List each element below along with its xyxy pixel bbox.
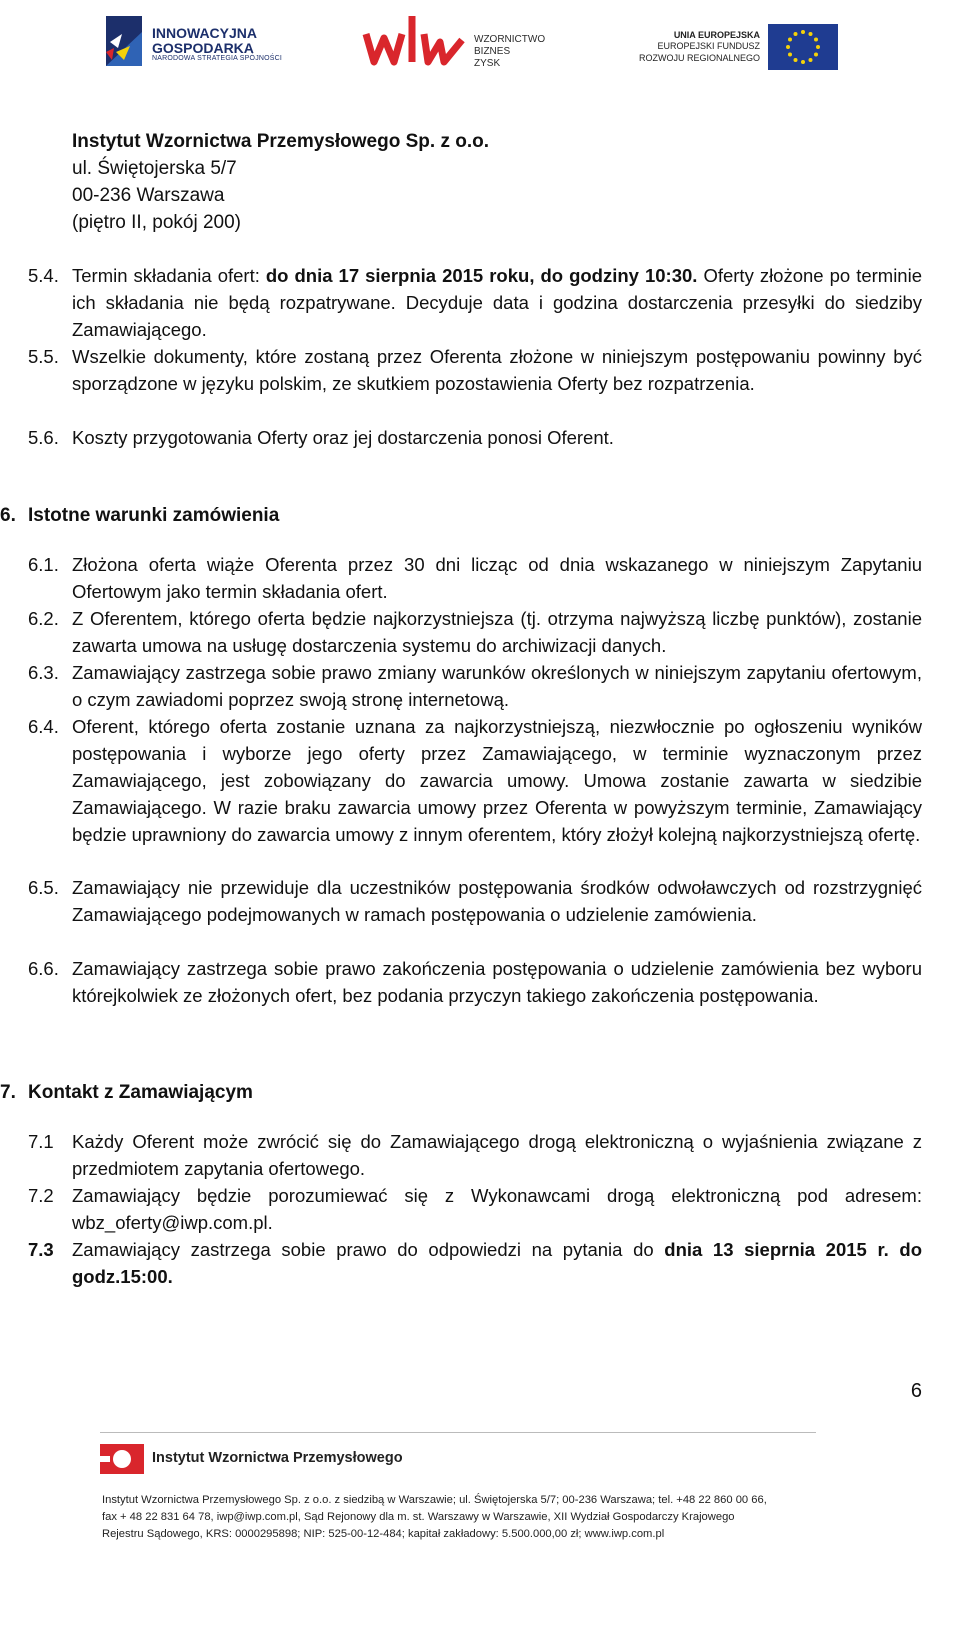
ig-flag-icon: [100, 12, 148, 70]
clause-7-2: [28, 1182, 922, 1236]
clause-number: 5.4.: [28, 265, 59, 286]
wbz-line3: ZYSK: [474, 58, 501, 69]
address-city: 00-236 Warszawa: [72, 185, 225, 206]
section-number: 6.: [0, 505, 16, 526]
clause-text: Wszelkie dokumenty, które zostaną przez Oferenta złożone w niniejszym postępowaniu powinny być sporządzone w języku polskim, ze skutkiem pozostawienia Oferty bez rozpatrzenia.: [72, 346, 922, 394]
clause-text: Zamawiający zastrzega sobie prawo zakończenia postępowania o udzielenie zamówienia bez wyboru którejkolwiek ze złożonych ofert, bez podania przyczyn takiego zakończenia postępowania.: [72, 958, 922, 1006]
ig-line1: INNOWACYJNA: [152, 25, 258, 41]
ue-line1: UNIA EUROPEJSKA: [673, 30, 760, 40]
ig-line2: GOSPODARKA: [152, 39, 254, 56]
clause-text: Każdy Oferent może zwrócić się do Zamawiającego drogą elektroniczną o wyjaśnienia związane z przedmiotem zapytania ofertowego.: [72, 1131, 922, 1179]
address-company: Instytut Wzornictwa Przemysłowego Sp. z o.o.: [72, 131, 489, 152]
iwp-logo-text: Instytut Wzornictwa Przemysłowego: [152, 1450, 403, 1466]
clause-text: Koszty przygotowania Oferty oraz jej dostarczenia ponosi Oferent.: [72, 427, 614, 448]
page-number: 6: [910, 1380, 922, 1402]
footer-line1: Instytut Wzornictwa Przemysłowego Sp. z o.o. z siedzibą w Warszawie; ul. Świętojerska 5/7; 00-236 Warszawa; tel. +48 22 860 00 66,: [102, 1494, 767, 1506]
wbz-line2: BIZNES: [474, 46, 511, 57]
clause-text: Z Oferentem, którego oferta będzie najkorzystniejsza (tj. otrzyma najwyższą liczbę punktów), zostanie zawarta umowa na usługę dostarczenia systemu do archiwizacji danych.: [72, 608, 922, 656]
clause-number: 7.2: [28, 1185, 54, 1206]
clause-6-5: [28, 874, 922, 928]
clause-6-3: [28, 659, 922, 713]
clause-number: 6.2.: [28, 608, 59, 629]
ig-line3: NARODOWA STRATEGIA SPÓJNOŚCI: [152, 55, 283, 63]
footer-line2: fax + 48 22 831 64 78, iwp@iwp.com.pl, Sąd Rejonowy dla m. st. Warszawy w Warszawie, XII Wydział Gospodarczy Krajowego: [102, 1511, 735, 1523]
clause-number: 6.6.: [28, 958, 59, 979]
clause-text: Termin składania ofert:: [72, 265, 266, 286]
clause-5-6: [28, 424, 922, 451]
clause-number: 6.5.: [28, 877, 59, 898]
address-block: [72, 128, 489, 236]
clause-6-4: [28, 713, 922, 848]
clause-6-6: [28, 955, 922, 1009]
section-6-heading: [0, 505, 279, 527]
header-logos: [100, 12, 840, 74]
section-number: 7.: [0, 1082, 16, 1103]
clause-number: 6.3.: [28, 662, 59, 683]
clause-text: Złożona oferta wiąże Oferenta przez 30 dni licząc od dnia wskazanego w niniejszym Zapytaniu Ofertowym jako termin składania ofert.: [72, 554, 922, 602]
clause-6-2: [28, 605, 922, 659]
eu-flag-icon: [768, 24, 838, 70]
ue-line3: ROZWOJU REGIONALNEGO: [638, 52, 760, 63]
section-title: Kontakt z Zamawiającym: [28, 1082, 253, 1103]
clause-5-4: [28, 262, 922, 343]
unia-europejska-logo: [630, 12, 840, 74]
clause-6-1: [28, 551, 922, 605]
footer-divider: [100, 1432, 816, 1433]
clause-number: 7.3: [28, 1239, 54, 1260]
clause-5-5: [28, 343, 922, 397]
clause-number: 5.5.: [28, 346, 59, 367]
wzornictwo-biznes-zysk-logo: [362, 12, 562, 74]
section-title: Istotne warunki zamówienia: [28, 505, 280, 526]
clause-deadline: do dnia 17 sierpnia 2015 roku, do godziny 10:30.: [265, 265, 698, 286]
clause-number: 6.4.: [28, 716, 59, 737]
clause-text: Oferent, którego oferta zostanie uznana za najkorzystniejszą, niezwłocznie po ogłoszeniu wyników postępowania i wyborze jego oferty przez Zamawiającego, w terminie wyznaczonym przez Zamawiającego, jest zobowiązany do zawarcia umowy. Umowa zostanie zawarta w siedzibie Zamawiającego. W razie braku zawarcia umowy przez Oferenta w powyższym terminie, Zamawiający będzie uprawniony do zawarcia umowy z innym oferentem, który złożył kolejną najkorzystniejszą ofertę.: [72, 716, 922, 845]
clause-text-cont: Oferty złożone po terminie ich składania nie będą rozpatrywane. Decyduje data i godzina dostarczenia przesyłki do siedziby Zamawiającego.: [72, 265, 922, 340]
section-7-heading: [0, 1082, 253, 1104]
clause-deadline: dnia 13 sieprnia 2015 r. do godz.15:00.: [72, 1239, 922, 1287]
clause-7-1: [28, 1128, 922, 1182]
wbz-line1: WZORNICTWO: [474, 34, 546, 45]
address-street: ul. Świętojerska 5/7: [72, 158, 237, 179]
clause-text: Zamawiający zastrzega sobie prawo zmiany warunków określonych w niniejszym zapytaniu ofertowym, o czym zawiadomi poprzez swoją stronę internetową.: [72, 662, 922, 710]
footer-company-info: [102, 1492, 818, 1543]
clause-number: 7.1: [28, 1131, 54, 1152]
clause-number: 5.6.: [28, 427, 59, 448]
address-room: (piętro II, pokój 200): [72, 212, 241, 233]
clause-text: Zamawiający zastrzega sobie prawo do odpowiedzi na pytania do: [72, 1239, 665, 1260]
ue-line2: EUROPEJSKI FUNDUSZ: [657, 41, 760, 52]
clause-text: Zamawiający nie przewiduje dla uczestników postępowania środków odwoławczych od rozstrzygnięć Zamawiającego podejmowanych w ramach postępowania o udzielenie zamówienia.: [72, 877, 922, 925]
innowacyjna-gospodarka-logo: [100, 12, 290, 74]
footer-line3: Rejestru Sądowego, KRS: 0000295898; NIP: 525-00-12-484; kapitał zakładowy: 5.500.000,00 zł; www.iwp.com.pl: [102, 1528, 665, 1540]
iwp-logo-icon: [100, 1444, 144, 1474]
clause-number: 6.1.: [28, 554, 59, 575]
iwp-footer-logo: [100, 1444, 430, 1474]
clause-7-3: [28, 1236, 922, 1290]
wbz-mark-icon: [362, 12, 470, 72]
clause-text: Zamawiający będzie porozumiewać się z Wykonawcami drogą elektroniczną pod adresem: wbz_oferty@iwp.com.pl.: [72, 1185, 922, 1233]
